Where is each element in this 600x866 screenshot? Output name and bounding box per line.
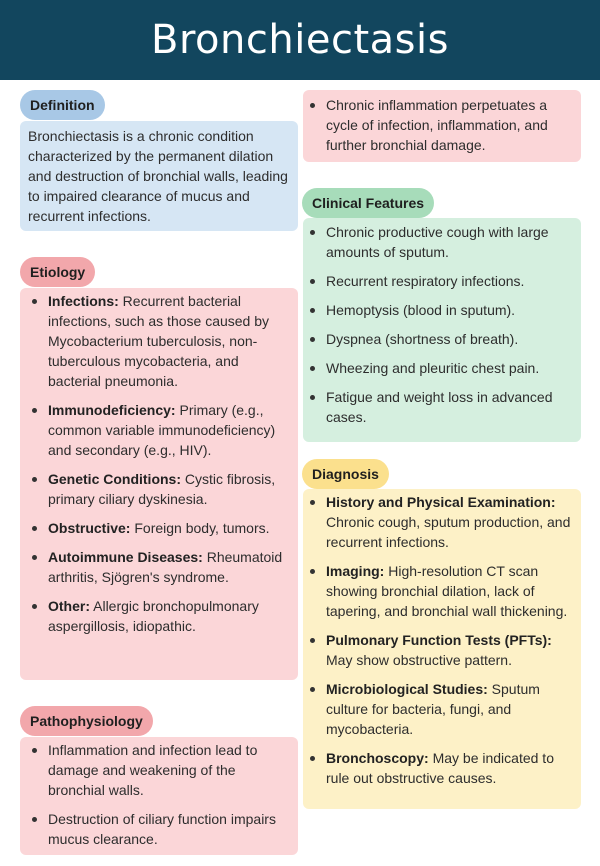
etiology-heading: Etiology [20, 257, 95, 287]
list-item: Chronic productive cough with large amounts of sputum. [306, 222, 573, 262]
list-item: Chronic inflammation perpetuates a cycle of infection, inflammation, and further bronchial damage. [306, 95, 573, 155]
pathophysiology-box-continued [303, 90, 581, 162]
list-item: Destruction of ciliary function impairs mucus clearance. [28, 809, 290, 849]
list-item: Microbiological Studies: Sputum culture for bacteria, fungi, and mycobacteria. [306, 679, 573, 739]
pathophysiology-heading: Pathophysiology [20, 706, 153, 736]
page-title: Bronchiectasis [151, 17, 449, 63]
pathophysiology-list [28, 740, 290, 849]
list-item: Pulmonary Function Tests (PFTs): May show obstructive pattern. [306, 630, 573, 670]
list-item: History and Physical Examination: Chronic cough, sputum production, and recurrent infections. [306, 492, 573, 552]
diagnosis-list [306, 492, 573, 788]
list-item: Infections: Recurrent bacterial infections, such as those caused by Mycobacterium tuberculosis, non-tuberculous mycobacteria, and bacterial pneumonia. [28, 291, 290, 391]
etiology-list [28, 291, 290, 636]
list-item: Bronchoscopy: May be indicated to rule out obstructive causes. [306, 748, 573, 788]
definition-text: Bronchiectasis is a chronic condition characterized by the permanent dilation and destruction of bronchial walls, leading to impaired clearance of mucus and recurrent infections. [28, 128, 288, 224]
list-item: Fatigue and weight loss in advanced cases. [306, 387, 573, 427]
list-item: Imaging: High-resolution CT scan showing bronchial dilation, lack of tapering, and bronchial wall thickening. [306, 561, 573, 621]
clinical-features-heading: Clinical Features [302, 188, 434, 218]
diagnosis-box [303, 489, 581, 809]
page-header [0, 0, 600, 80]
list-item: Immunodeficiency: Primary (e.g., common variable immunodeficiency) and secondary (e.g., HIV). [28, 400, 290, 460]
diagnosis-heading: Diagnosis [302, 459, 389, 489]
list-item: Other: Allergic bronchopulmonary aspergillosis, idiopathic. [28, 596, 290, 636]
list-item: Inflammation and infection lead to damage and weakening of the bronchial walls. [28, 740, 290, 800]
etiology-box [20, 288, 298, 680]
list-item: Obstructive: Foreign body, tumors. [28, 518, 290, 538]
list-item: Recurrent respiratory infections. [306, 271, 573, 291]
list-item: Genetic Conditions: Cystic fibrosis, primary ciliary dyskinesia. [28, 469, 290, 509]
definition-heading: Definition [20, 90, 105, 120]
list-item: Wheezing and pleuritic chest pain. [306, 358, 573, 378]
clinical-features-box [303, 218, 581, 442]
pathophysiology-list-continued [306, 95, 573, 155]
list-item: Dyspnea (shortness of breath). [306, 329, 573, 349]
pathophysiology-box [20, 737, 298, 855]
list-item: Hemoptysis (blood in sputum). [306, 300, 573, 320]
clinical-features-list [306, 222, 573, 427]
definition-box [20, 121, 298, 231]
list-item: Autoimmune Diseases: Rheumatoid arthritis, Sjögren's syndrome. [28, 547, 290, 587]
